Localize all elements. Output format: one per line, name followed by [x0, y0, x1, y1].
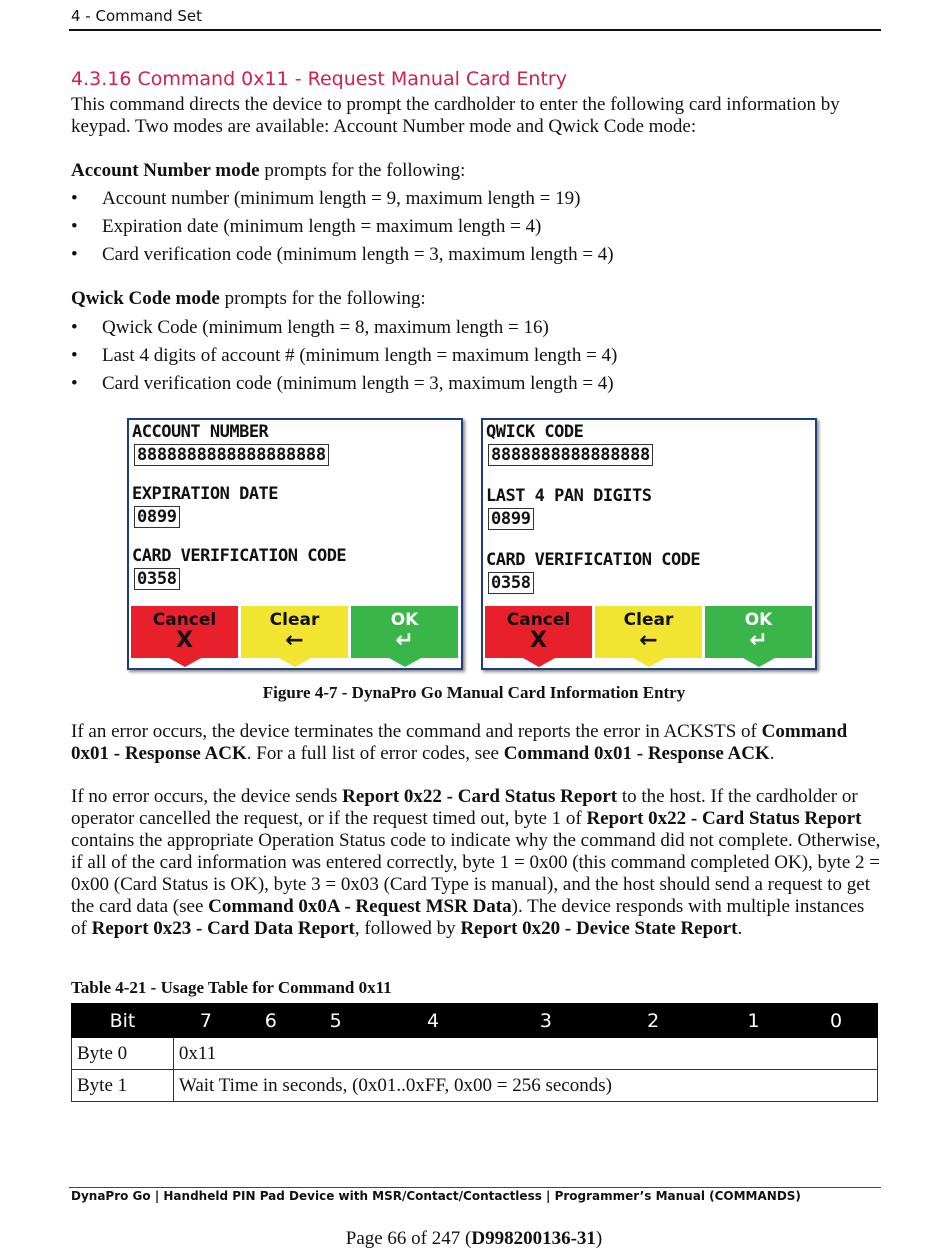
report-ref: Report 0x22 - Card Status Report — [586, 808, 862, 829]
account-mode-suffix: prompts for the following: — [259, 160, 466, 181]
text-run: contains the appropriate Operation Status code to indicate why the command did not complete. Otherwise, if all of the card information was entered correctly, byte 1 = 0x00 (this command completed OK), byte 2 = 0x00 (Card Status is OK), byte 3 = 0x03 (Card Type is manual), and the host should send a request to get the card data (see — [71, 830, 881, 917]
table-row — [72, 1070, 878, 1102]
text-run: If no error occurs, the device sends — [71, 786, 343, 807]
text-run: . For a full list of error codes, see — [246, 743, 504, 764]
table-header: 2 — [594, 1004, 713, 1038]
notch — [523, 658, 555, 667]
list-item: • Expiration date (minimum length = maximum length = 4) — [71, 216, 881, 244]
qwick-mode-name: Qwick Code mode — [71, 288, 220, 309]
byte-label: Byte 1 — [72, 1070, 174, 1102]
table-header: 5 — [303, 1004, 368, 1038]
ok-button — [705, 606, 812, 658]
account-mode-heading — [71, 160, 881, 182]
notch — [743, 658, 775, 667]
text-run: to the host. If the cardholder or operator cancelled the request, or if the request timed out, byte 1 of — [71, 786, 858, 829]
enter-icon: ↵ — [749, 628, 768, 653]
arrow-left-icon: ← — [285, 628, 304, 653]
account-mode-name: Account Number mode — [71, 160, 260, 181]
notch — [279, 658, 311, 667]
account-number-screen — [127, 418, 463, 670]
last-4-pan-field: 0899 — [488, 508, 534, 530]
running-header: 4 - Command Set — [71, 7, 202, 25]
text-run: . — [737, 918, 743, 939]
list-item: • Last 4 digits of account # (minimum length = maximum length = 4) — [71, 345, 881, 373]
doc-number: D998200136-31 — [471, 1228, 596, 1249]
enter-icon: ↵ — [395, 628, 414, 653]
qwick-code-screen — [481, 418, 817, 670]
success-paragraph — [71, 786, 881, 940]
notch — [633, 658, 665, 667]
cancel-label: Cancel — [152, 610, 217, 630]
qwick-mode-heading — [71, 288, 881, 310]
page-number — [71, 1228, 877, 1250]
qwick-mode-suffix: prompts for the following: — [219, 288, 426, 309]
cvc-field: 0358 — [134, 568, 180, 590]
arrow-left-icon: ← — [639, 628, 658, 653]
cancel-button — [485, 606, 592, 658]
text-run: ). The device responds with multiple instances of — [71, 896, 865, 939]
report-ref: Report 0x22 - Card Status Report — [342, 786, 618, 807]
table-header: 7 — [173, 1004, 238, 1038]
byte-label: Byte 0 — [72, 1038, 174, 1070]
text-run: . — [769, 743, 775, 764]
x-icon: X — [176, 628, 193, 653]
clear-label: Clear — [623, 610, 674, 630]
cvc-label: CARD VERIFICATION CODE — [132, 546, 347, 566]
table-header: 0 — [795, 1004, 878, 1038]
list-item: • Card verification code (minimum length = 3, maximum length = 4) — [71, 373, 881, 401]
table-header: 3 — [498, 1004, 594, 1038]
figure-caption: Figure 4-7 - DynaPro Go Manual Card Information Entry — [262, 683, 686, 702]
cvc-label: CARD VERIFICATION CODE — [486, 550, 701, 570]
table-header: 1 — [713, 1004, 795, 1038]
expiration-date-field: 0899 — [134, 506, 180, 528]
list-item: • Qwick Code (minimum length = 8, maximum length = 16) — [71, 317, 881, 345]
report-ref: Report 0x20 - Device State Report — [460, 918, 738, 939]
page-suffix: ) — [595, 1228, 603, 1249]
notch — [389, 658, 421, 667]
ok-label: OK — [390, 610, 419, 630]
command-ref: Command 0x01 - Response ACK — [503, 743, 770, 764]
qwick-mode-list — [71, 317, 881, 401]
byte-value: Wait Time in seconds, (0x01..0xFF, 0x00 = 256 seconds) — [173, 1070, 877, 1102]
footer-text: DynaPro Go | Handheld PIN Pad Device with MSR/Contact/Contactless | Programmer’s Manual (COMMANDS) — [71, 1189, 801, 1203]
text-run: , followed by — [354, 918, 461, 939]
section-title: 4.3.16 Command 0x11 - Request Manual Card Entry — [71, 68, 567, 90]
account-number-field: 8888888888888888888 — [134, 444, 329, 466]
account-number-label: ACCOUNT NUMBER — [132, 422, 269, 442]
notch — [169, 658, 201, 667]
footer-rule — [69, 1187, 881, 1188]
table-header: 6 — [238, 1004, 303, 1038]
cancel-label: Cancel — [506, 610, 571, 630]
ok-button — [351, 606, 458, 658]
list-item: • Card verification code (minimum length = 3, maximum length = 4) — [71, 244, 881, 272]
table-row — [72, 1038, 878, 1070]
cvc-field: 0358 — [488, 572, 534, 594]
expiration-date-label: EXPIRATION DATE — [132, 484, 279, 504]
last-4-pan-label: LAST 4 PAN DIGITS — [486, 486, 652, 506]
table-caption: Table 4-21 - Usage Table for Command 0x11 — [71, 978, 392, 997]
error-paragraph — [71, 721, 881, 765]
ok-label: OK — [744, 610, 773, 630]
command-ref: Command 0x0A - Request MSR Data — [208, 896, 512, 917]
table-header-row — [72, 1004, 878, 1038]
intro-paragraph: This command directs the device to prompt the cardholder to enter the following card information by keypad. Two modes are available: Account Number mode and Qwick Code mode: — [71, 94, 840, 137]
header-rule — [69, 29, 881, 31]
usage-table — [71, 1003, 878, 1102]
clear-button — [241, 606, 348, 658]
cancel-button — [131, 606, 238, 658]
page-prefix: Page 66 of 247 ( — [345, 1228, 472, 1249]
text-run: If an error occurs, the device terminates the command and reports the error in ACKSTS of — [71, 721, 762, 742]
qwick-code-label: QWICK CODE — [486, 422, 584, 442]
qwick-code-field: 8888888888888888 — [488, 444, 653, 466]
byte-value: 0x11 — [173, 1038, 877, 1070]
clear-button — [595, 606, 702, 658]
table-header: Bit — [72, 1004, 174, 1038]
table-header: 4 — [368, 1004, 498, 1038]
account-mode-list — [71, 188, 881, 272]
command-ref: Command 0x01 - Response ACK — [71, 721, 848, 764]
x-icon: X — [530, 628, 547, 653]
list-item: • Account number (minimum length = 9, maximum length = 19) — [71, 188, 881, 216]
clear-label: Clear — [269, 610, 320, 630]
report-ref: Report 0x23 - Card Data Report — [91, 918, 355, 939]
